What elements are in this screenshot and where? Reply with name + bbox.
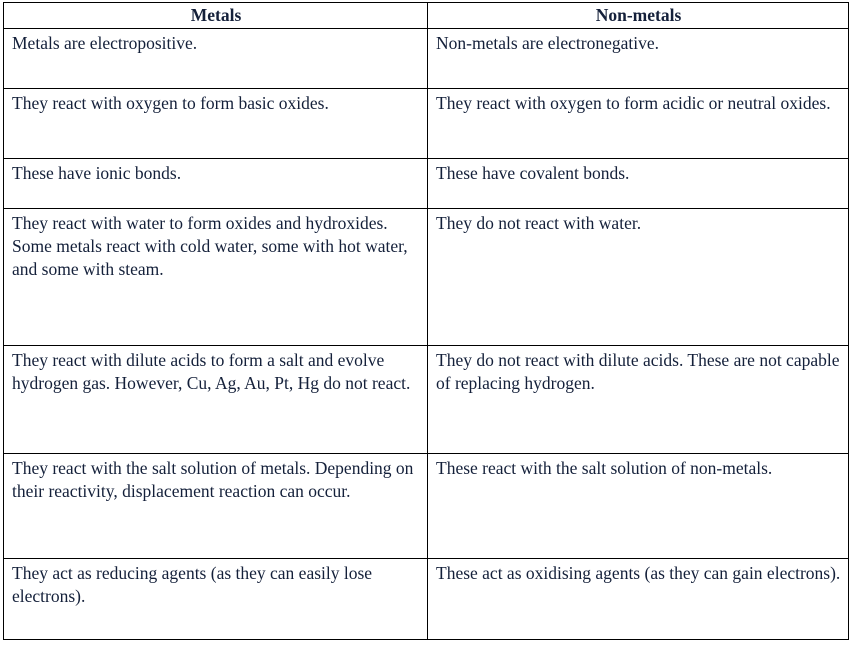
table-header-row <box>4 3 849 29</box>
table-row <box>4 346 849 454</box>
cell-nonmetals: They do not react with water. <box>428 209 849 346</box>
cell-metals: They react with the salt solution of metals. Depending on their reactivity, displacement reaction can occur. <box>4 454 428 559</box>
table-row <box>4 559 849 640</box>
cell-metals: These have ionic bonds. <box>4 159 428 209</box>
cell-metals: They react with dilute acids to form a salt and evolve hydrogen gas. However, Cu, Ag, Au, Pt, Hg do not react. <box>4 346 428 454</box>
comparison-table-container <box>3 2 848 639</box>
table-row <box>4 29 849 89</box>
table-header <box>4 3 849 29</box>
table-row <box>4 454 849 559</box>
cell-metals: They react with water to form oxides and hydroxides. Some metals react with cold water, some with hot water, and some with steam. <box>4 209 428 346</box>
cell-metals: Metals are electropositive. <box>4 29 428 89</box>
cell-metals: They act as reducing agents (as they can easily lose electrons). <box>4 559 428 640</box>
table-row <box>4 89 849 159</box>
cell-nonmetals: These act as oxidising agents (as they can gain electrons). <box>428 559 849 640</box>
column-header-metals: Metals <box>4 3 428 29</box>
table-body <box>4 29 849 640</box>
cell-nonmetals: These have covalent bonds. <box>428 159 849 209</box>
table-row <box>4 159 849 209</box>
column-header-nonmetals: Non-metals <box>428 3 849 29</box>
cell-nonmetals: Non-metals are electronegative. <box>428 29 849 89</box>
table-row <box>4 209 849 346</box>
metals-vs-nonmetals-table <box>3 2 849 640</box>
cell-nonmetals: They react with oxygen to form acidic or neutral oxides. <box>428 89 849 159</box>
cell-metals: They react with oxygen to form basic oxides. <box>4 89 428 159</box>
cell-nonmetals: They do not react with dilute acids. These are not capable of replacing hydrogen. <box>428 346 849 454</box>
cell-nonmetals: These react with the salt solution of non-metals. <box>428 454 849 559</box>
